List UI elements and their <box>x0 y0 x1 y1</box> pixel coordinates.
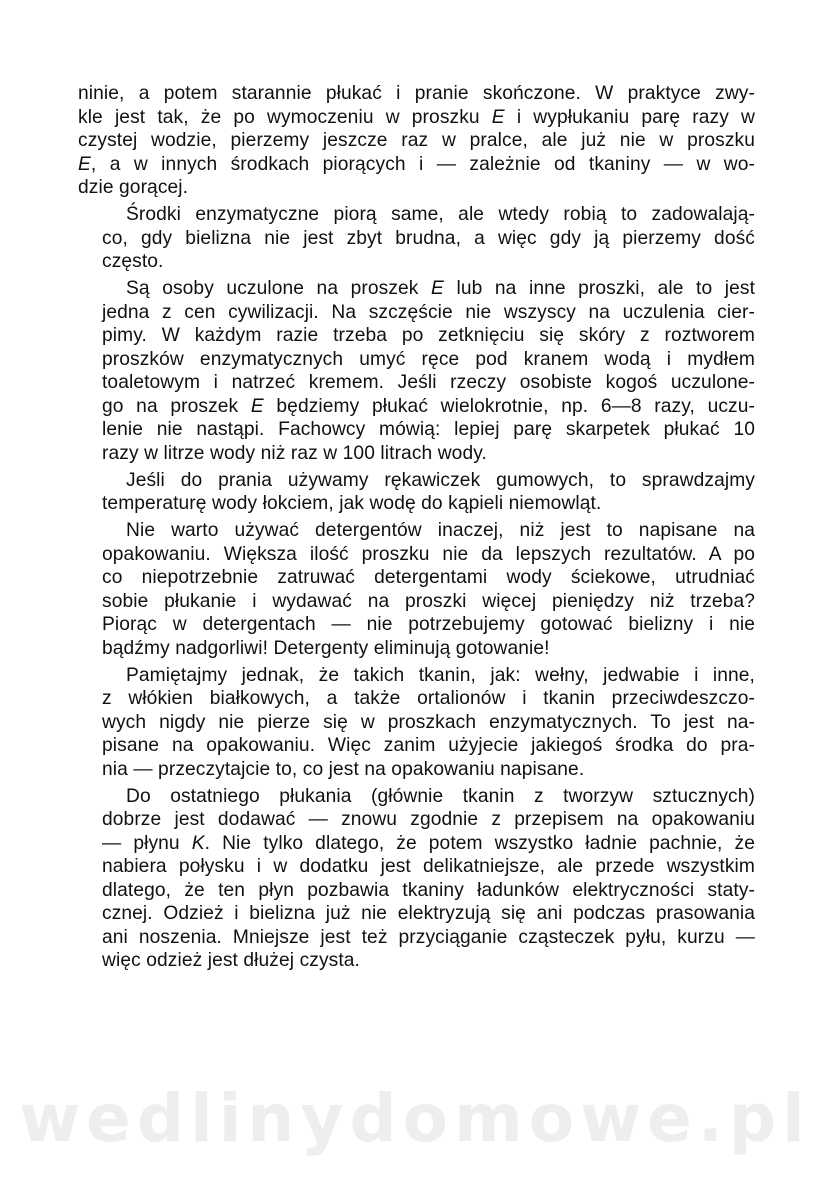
text-line: Pamiętajmy jednak, że takich tkanin, jak: wełny, jedwabie i inne, <box>126 664 755 686</box>
paragraph <box>78 82 755 200</box>
paragraph <box>78 469 755 516</box>
text-line: bądźmy nadgorliwi! Detergenty eliminują gotowanie! <box>102 637 550 659</box>
text-line: go na proszek E będziemy płukać wielokrotnie, np. 6—8 razy, uczu- <box>102 395 756 417</box>
text-line: ani noszenia. Mniejsze jest też przyciąganie cząsteczek pyłu, kurzu — <box>102 926 755 948</box>
text-line: co, gdy bielizna nie jest zbyt brudna, a więc gdy ją pierzemy dość <box>102 227 755 249</box>
paragraph <box>78 277 755 465</box>
text-line: proszków enzymatycznych umyć ręce pod kranem wodą i mydłem <box>102 348 755 370</box>
paragraph <box>78 664 755 782</box>
text-line: Nie warto używać detergentów inaczej, niż jest to napisane na <box>126 520 755 541</box>
text-line: pisane na opakowaniu. Więc zanim użyjecie jakiegoś środka do pra- <box>102 735 755 756</box>
text-line: Piorąc w detergentach — nie potrzebujemy gotować bielizny i nie <box>102 614 755 635</box>
text-line: kle jest tak, że po wymoczeniu w proszku E i wypłukaniu parę razy w <box>78 106 755 128</box>
text-line: więc odzież jest dłużej czysta. <box>102 950 360 971</box>
text-line: ninie, a potem starannie płukać i pranie skończone. W praktyce zwy- <box>78 83 755 104</box>
text-line: jedna z cen cywilizacji. Na szczęście nie wszyscy na uczulenia cier- <box>102 301 755 323</box>
text-line: nia — przeczytajcie to, co jest na opakowaniu napisane. <box>102 758 585 780</box>
body-text <box>78 82 755 976</box>
text-line: cznej. Odzież i bielizna już nie elektryzują się ani podczas prasowania <box>102 903 755 924</box>
text-line: wych nigdy nie pierze się w proszkach enzymatycznych. To jest na- <box>102 711 755 733</box>
text-line: dlatego, że ten płyn pozbawia tkaniny ładunków elektryczności staty- <box>102 879 755 901</box>
text-line: często. <box>102 251 164 272</box>
text-line: Do ostatniego płukania (głównie tkanin z tworzyw sztucznych) <box>126 785 755 807</box>
paragraph <box>78 519 755 660</box>
text-line: Są osoby uczulone na proszek E lub na inne proszki, ale to jest <box>126 278 755 299</box>
text-line: czystej wodzie, pierzemy jeszcze raz w pralce, ale już nie w proszku <box>78 130 755 151</box>
text-line: z włókien białkowych, a także ortalionów i tkanin przeciwdeszczo- <box>102 688 755 709</box>
text-line: sobie płukanie i wydawać na proszki więcej pieniędzy niż trzeba? <box>102 590 755 612</box>
paragraph <box>78 203 755 274</box>
text-line: nabiera połysku i w dodatku jest delikatniejsze, ale przede wszystkim <box>102 856 755 877</box>
text-line: temperaturę wody łokciem, jak wodę do kąpieli niemowląt. <box>102 493 602 514</box>
text-line: toaletowym i natrzeć kremem. Jeśli rzeczy osobiste kogoś uczulone- <box>102 372 755 393</box>
text-line: dobrze jest dodawać — znowu zgodnie z przepisem na opakowaniu <box>102 809 755 830</box>
text-line: Środki enzymatyczne piorą same, ale wtedy robią to zadowalają- <box>126 204 755 225</box>
text-line: pimy. W każdym razie trzeba po zetknięciu się skóry z roztworem <box>102 325 755 346</box>
text-line: Jeśli do prania używamy rękawiczek gumowych, to sprawdzajmy <box>126 469 755 491</box>
text-line: — płynu K. Nie tylko dlatego, że potem wszystko ładnie pachnie, że <box>102 832 755 854</box>
text-line: co niepotrzebnie zatruwać detergentami wody ściekowe, utrudniać <box>102 567 755 588</box>
text-line: dzie gorącej. <box>78 177 189 198</box>
text-line: E, a w innych środkach piorących i — zależnie od tkaniny — w wo- <box>78 153 755 175</box>
watermark: wedlinydomowe.pl <box>19 1080 811 1157</box>
text-line: opakowaniu. Większa ilość proszku nie da lepszych rezultatów. A po <box>102 543 755 565</box>
text-line: razy w litrze wody niż raz w 100 litrach wody. <box>102 442 487 464</box>
text-line: lenie nie nastąpi. Fachowcy mówią: lepiej parę skarpetek płukać 10 <box>102 419 755 440</box>
paragraph <box>78 785 755 973</box>
